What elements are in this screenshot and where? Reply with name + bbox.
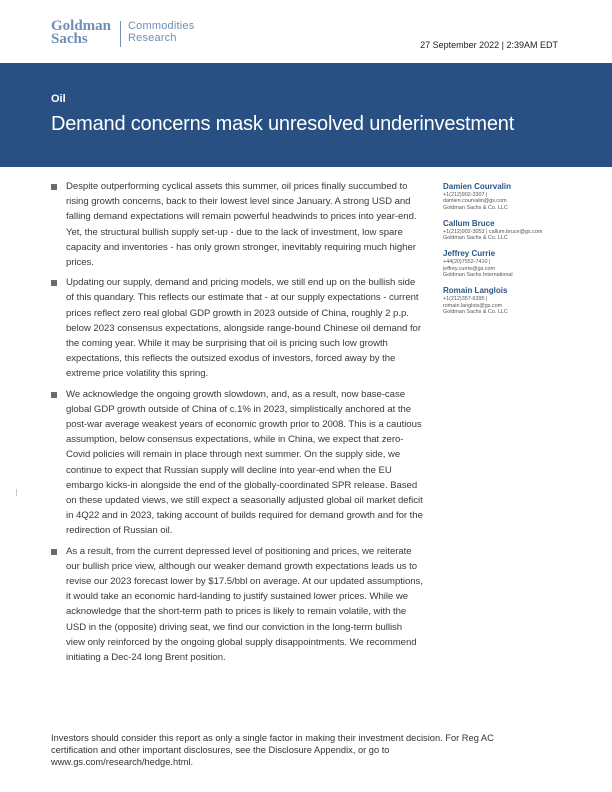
- title-banner: [0, 63, 612, 167]
- margin-mark: [16, 489, 17, 496]
- bullet-point: [51, 387, 423, 539]
- bullet-point: [51, 275, 423, 381]
- brand-wordmark: [51, 20, 111, 46]
- author-list: [443, 182, 603, 323]
- key-points-list: [51, 179, 423, 670]
- author-email[interactable]: romain.langlois@gs.com: [443, 302, 503, 309]
- author-card: [443, 249, 603, 278]
- bullet-text: Updating our supply, demand and pricing models, we still end up on the bullish side of this quandary. This reflects our estimate that - at our supply expectations - current prices reflect zero real global GDP growth in 2023 outside of China, roughly 2 p.p. below 2023 consensus expectations, alongside range-bound Chinese oil demand for the coming year. While it may be surprising that oil is pricing such low growth expectations, this reflects the outsized exodus of investors, forced away by the extreme price volatility this spring.: [66, 277, 421, 380]
- bullet-point: [51, 179, 423, 270]
- disclosure-footer: Investors should consider this report as only a single factor in making their investment decision. For Reg AC certification and other important disclosures, see the Disclosure Appendix, or go to www.gs.com/research/hedge.html.: [51, 733, 494, 768]
- author-phone: +1(212)357-6395 |: [443, 296, 488, 303]
- bullet-text: As a result, from the current depressed level of positioning and prices, we reiterate our bullish price view, although our weaker demand growth expectations leads us to revise our 2023 forecast lower by $17.5/bbl on average. At our updated assumptions, it would take an economic hard-landing to justify sustained lower prices. While we acknowledge that the short-term path to prices is likely to remain volatile, with the USD in the (opposite) driving seat, we find our conviction in the long-term bullish view only reinforced by the ongoing global supply disappointments. We recommend initiating a Dec-24 long Brent position.: [66, 545, 423, 664]
- logo-divider: [120, 21, 121, 47]
- author-name: Jeffrey Currie: [443, 249, 496, 259]
- unit-line-2: Research: [128, 32, 177, 44]
- bullet-point: [51, 544, 423, 666]
- author-firm: Goldman Sachs International: [443, 272, 513, 279]
- square-bullet-icon: [51, 280, 57, 286]
- author-email[interactable]: jeffrey.currie@gs.com: [443, 265, 496, 272]
- author-phone: +1(212)902-3307 |: [443, 192, 488, 198]
- bullet-text: We acknowledge the ongoing growth slowdown, and, as a result, now base-case global GDP growth outside of China of c.1% in 2023, simplistically anchored at the post-war average weakest years of economic growth prior to 2008. This is a cautious assumption, below consensus expectations, while in China, we expect that zero-Covid policies will remain in place through next summer. On the supply side, we continue to expect that Russian supply will decline into year-end when the EU embargo kicks-in alongside the end of the globally-coordinated SPR release. Based on these updated views, we still expect a seasonally adjusted global oil market deficit in 4Q22 and in 2023, taking account of builds required for demand growth and for the redirection of Russian oil.: [66, 388, 423, 537]
- bullet-text: Despite outperforming cyclical assets this summer, oil prices finally succumbed to rising growth concerns, back to their lowest level since January. A strong USD and falling demand expectations will remain powerful headwinds to prices into year-end. Yet, the structural bullish supply set-up - due to the lack of investment, low spare capacity and inventories - has only grown stronger, inevitably requiring much higher prices.: [66, 181, 417, 269]
- author-name: Damien Courvalin: [443, 182, 512, 191]
- section-label: Oil: [51, 93, 66, 105]
- brand-line-2: Sachs: [51, 31, 88, 47]
- square-bullet-icon: [51, 549, 57, 555]
- unit-line-1: Commodities: [128, 20, 195, 32]
- author-email[interactable]: damien.courvalin@gs.com: [443, 198, 507, 205]
- author-phone: +44(20)7552-7410 |: [443, 259, 491, 266]
- author-firm: Goldman Sachs & Co. LLC: [443, 204, 508, 211]
- research-unit: [128, 20, 194, 44]
- author-name: Romain Langlois: [443, 286, 508, 296]
- author-card: [443, 286, 603, 315]
- author-card: [443, 219, 603, 242]
- author-firm: Goldman Sachs & Co. LLC: [443, 235, 508, 242]
- author-firm: Goldman Sachs & Co. LLC: [443, 308, 508, 315]
- square-bullet-icon: [51, 392, 57, 398]
- report-title: Demand concerns mask unresolved underinvestment: [51, 113, 515, 135]
- author-phone-email[interactable]: +1(212)902-3053 | callum.bruce@gs.com: [443, 228, 543, 235]
- square-bullet-icon: [51, 184, 57, 190]
- goldman-sachs-logo: [51, 20, 194, 47]
- report-date: 27 September 2022 | 2:39AM EDT: [420, 40, 558, 50]
- author-name: Callum Bruce: [443, 218, 495, 228]
- brand-line-1: Goldman: [51, 18, 112, 34]
- author-card: [443, 182, 603, 211]
